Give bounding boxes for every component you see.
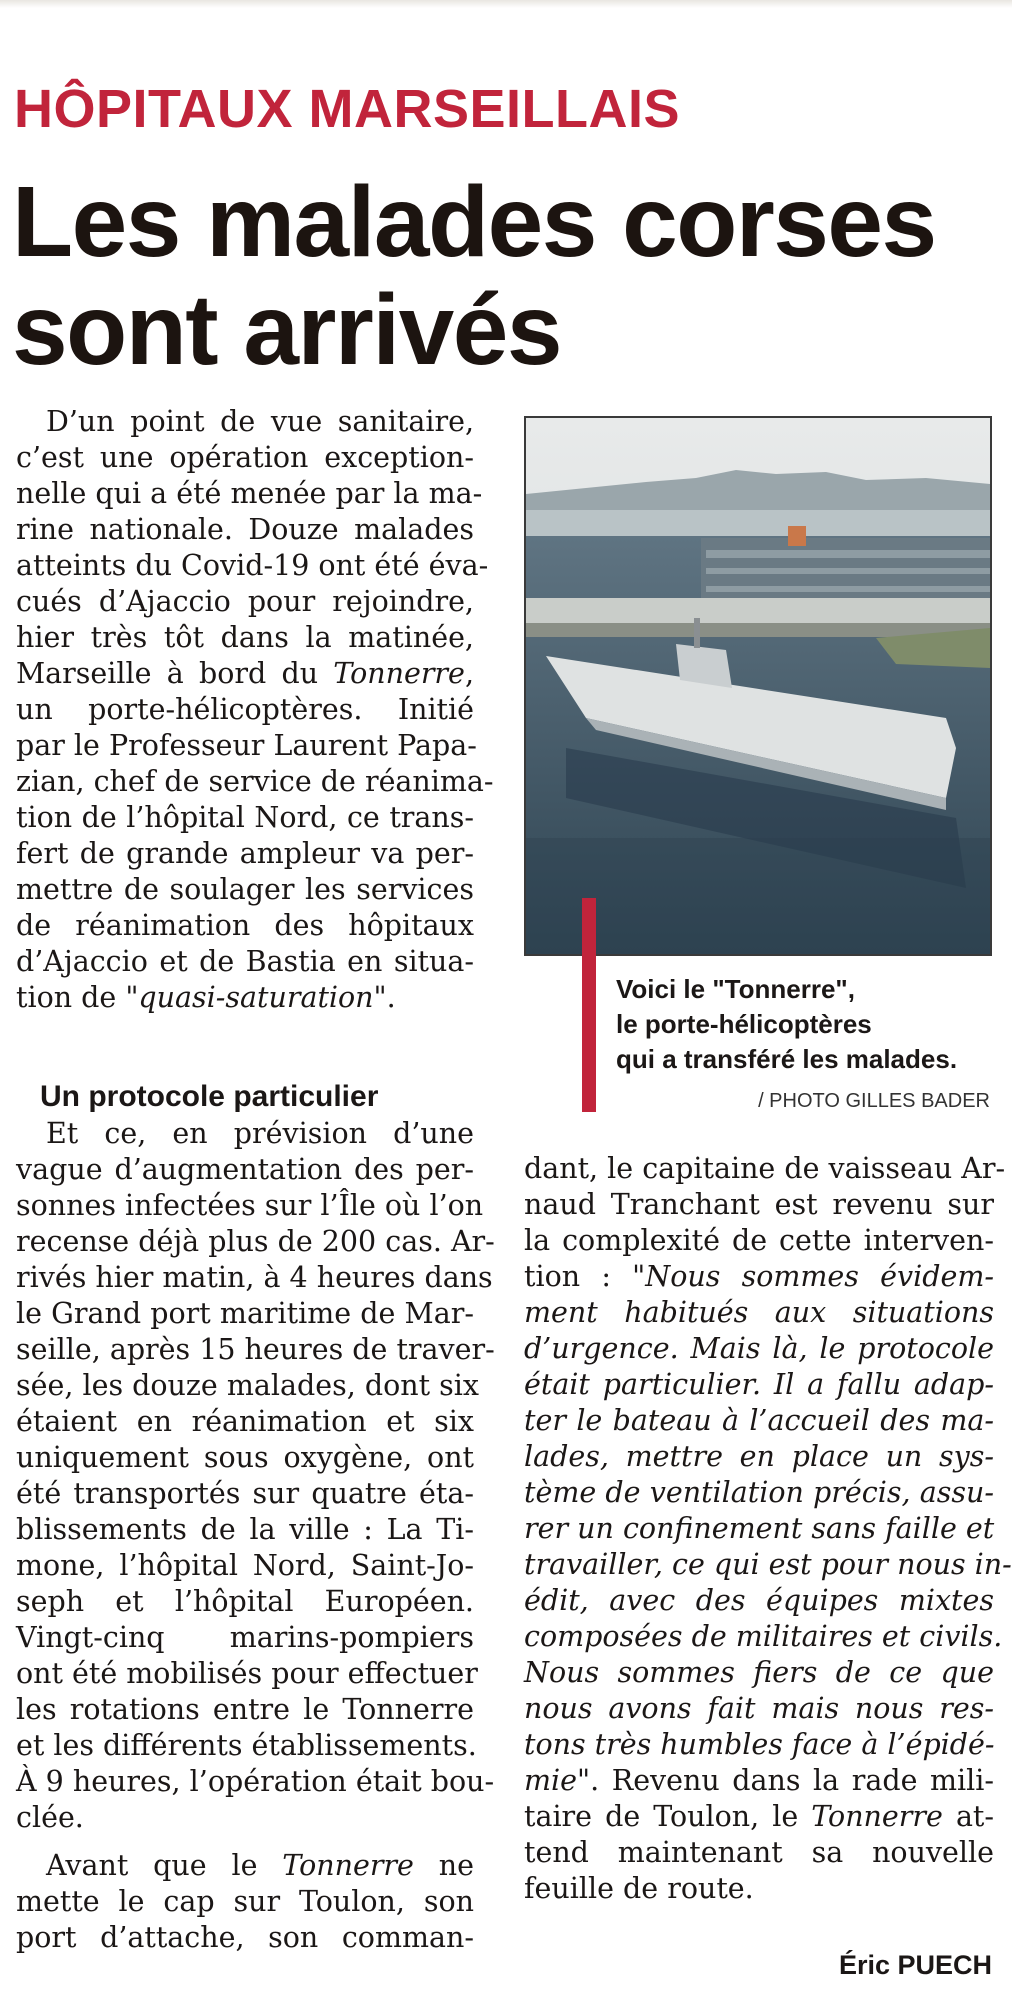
headline [12,168,992,384]
text-line: rivés hier matin, à 4 heures dans [16,1261,493,1294]
text-fragment: taire de Toulon, le [524,1800,799,1833]
text-line: était particulier. Il a fallu adap- [524,1368,994,1401]
ship-name: Tonnerre [811,1800,943,1833]
text-line: blissements de la ville : La Ti- [16,1513,474,1546]
text-line: par le Professeur Laurent Papa- [16,729,477,762]
text-line: ter le bateau à l’accueil des ma- [524,1404,994,1437]
text-line: composées de militaires et civils. [524,1620,1003,1653]
text-line: c’est une opération exception- [16,441,474,474]
text-fragment: ne [438,1849,475,1882]
text-line: rine nationale. Douze malades [16,513,474,546]
text-line: tème de ventilation précis, assu- [524,1476,994,1509]
text-line: hier très tôt dans la matinée, [16,621,474,654]
text-line [524,1259,994,1295]
text-line [524,1763,994,1799]
text-line: dant, le capitaine de vaisseau Ar- [524,1152,1006,1185]
article-column-right [524,1151,1012,1907]
text-line [16,1848,474,1884]
text-line: nelle qui a été menée par la ma- [16,477,483,510]
text-line: vague d’augmentation des per- [16,1153,474,1186]
caption-line: qui a transféré les malades. [616,1044,958,1074]
text-line: étaient en réanimation et six [16,1405,474,1438]
photo-credit: / PHOTO GILLES BADER [758,1090,990,1112]
ship-photo-illustration [526,418,990,954]
text-line: de réanimation des hôpitaux [16,909,474,942]
text-line: Nous sommes fiers de ce que [524,1656,994,1689]
text-line: tion de l’hôpital Nord, ce trans- [16,801,474,834]
text-line: lades, mettre en place un sys- [524,1440,994,1473]
text-line: le Grand port maritime de Mar- [16,1297,474,1330]
text-line: cués d’Ajaccio pour rejoindre, [16,585,474,618]
text-fragment: tion de [16,981,117,1014]
text-line: d’urgence. Mais là, le protocole [524,1332,994,1365]
text-line: nous avons fait mais nous res- [524,1692,994,1725]
author-byline: Éric PUECH [838,1950,992,1980]
quote-fragment: mie" [524,1764,591,1797]
article-column-left-top [16,404,494,1016]
text-line: tons très humbles face à l’épidé- [524,1728,995,1761]
text-line [524,1799,994,1835]
text-line: seille, après 15 heures de traver- [16,1333,495,1366]
text-line: seph et l’hôpital Européen. [16,1585,474,1618]
caption-line: le porte-hélicoptères [616,1009,872,1039]
text-line: Marseille à bord du Tonnerre, [16,657,474,690]
top-rule [0,0,1012,8]
text-line: d’Ajaccio et de Bastia en situa- [16,945,474,978]
subheading: Un protocole particulier [40,1080,379,1113]
text-line: zian, chef de service de réanima- [16,765,494,798]
text-line: uniquement sous oxygène, ont [16,1441,474,1474]
text-line: et les différents établissements. [16,1729,477,1762]
text-line: un porte-hélicoptères. Initié [16,693,474,726]
text-line: D’un point de vue sanitaire, [46,405,474,438]
photo-caption [616,972,996,1077]
text-line: sonnes infectées sur l’Île où l’on [16,1189,484,1222]
quote-fragment: "quasi-saturation" [125,981,387,1014]
text-line: édit, avec des équipes mixtes [524,1584,994,1617]
text-line: fert de grande ampleur va per- [16,837,474,870]
text-line: feuille de route. [524,1872,754,1905]
text-fragment: tion : [524,1260,611,1293]
text-line: recense déjà plus de 200 cas. Ar- [16,1225,495,1258]
text-line: port d’attache, son comman- [16,1921,474,1954]
text-line: naud Tranchant est revenu sur [524,1188,994,1221]
text-fragment: Marseille à bord du [16,657,319,690]
text-line: travailler, ce qui est pour nous in- [524,1548,1012,1581]
ship-photo [524,416,992,956]
text-fragment: . Revenu dans la rade mili- [590,1764,994,1797]
text-line: tend maintenant sa nouvelle [524,1836,994,1869]
headline-line-1: Les malades corses [12,166,936,278]
text-line: ment habitués aux situations [524,1296,994,1329]
paragraph-gap [16,1836,474,1848]
text-line: sée, les douze malades, dont six [16,1369,479,1402]
text-line: clée. [16,1801,84,1834]
ship-name: Tonnerre [333,657,465,690]
text-line: les rotations entre le Tonnerre [16,1693,474,1726]
text-line: À 9 heures, l’opération était bou- [16,1765,495,1798]
text-line: atteints du Covid-19 ont été éva- [16,549,489,582]
article-column-left-bottom [16,1116,495,1956]
text-line: la complexité de cette interven- [524,1224,994,1257]
text-line: rer un confinement sans faille et [524,1512,995,1545]
text-line: été transportés sur quatre éta- [16,1477,474,1510]
caption-line: Voici le "Tonnerre", [616,974,855,1004]
text-fragment: Avant que le [46,1849,258,1882]
section-kicker: HÔPITAUX MARSEILLAIS [14,79,681,139]
text-line: tion de "quasi-saturation". [16,981,396,1014]
text-line: Vingt-cinq marins-pompiers [16,1621,474,1654]
headline-line-2: sont arrivés [12,274,561,386]
caption-accent-bar [582,898,596,1112]
quote-fragment: "Nous sommes évidem- [632,1260,995,1293]
text-line: mettre de soulager les services [16,873,474,906]
text-line: ont été mobilisés pour effectuer [16,1657,478,1690]
ship-name: Tonnerre [282,1849,414,1882]
text-fragment: at- [955,1800,995,1833]
text-line: Et ce, en prévision d’une [46,1117,474,1150]
text-line: mette le cap sur Toulon, son [16,1885,474,1918]
text-line: mone, l’hôpital Nord, Saint-Jo- [16,1549,474,1582]
